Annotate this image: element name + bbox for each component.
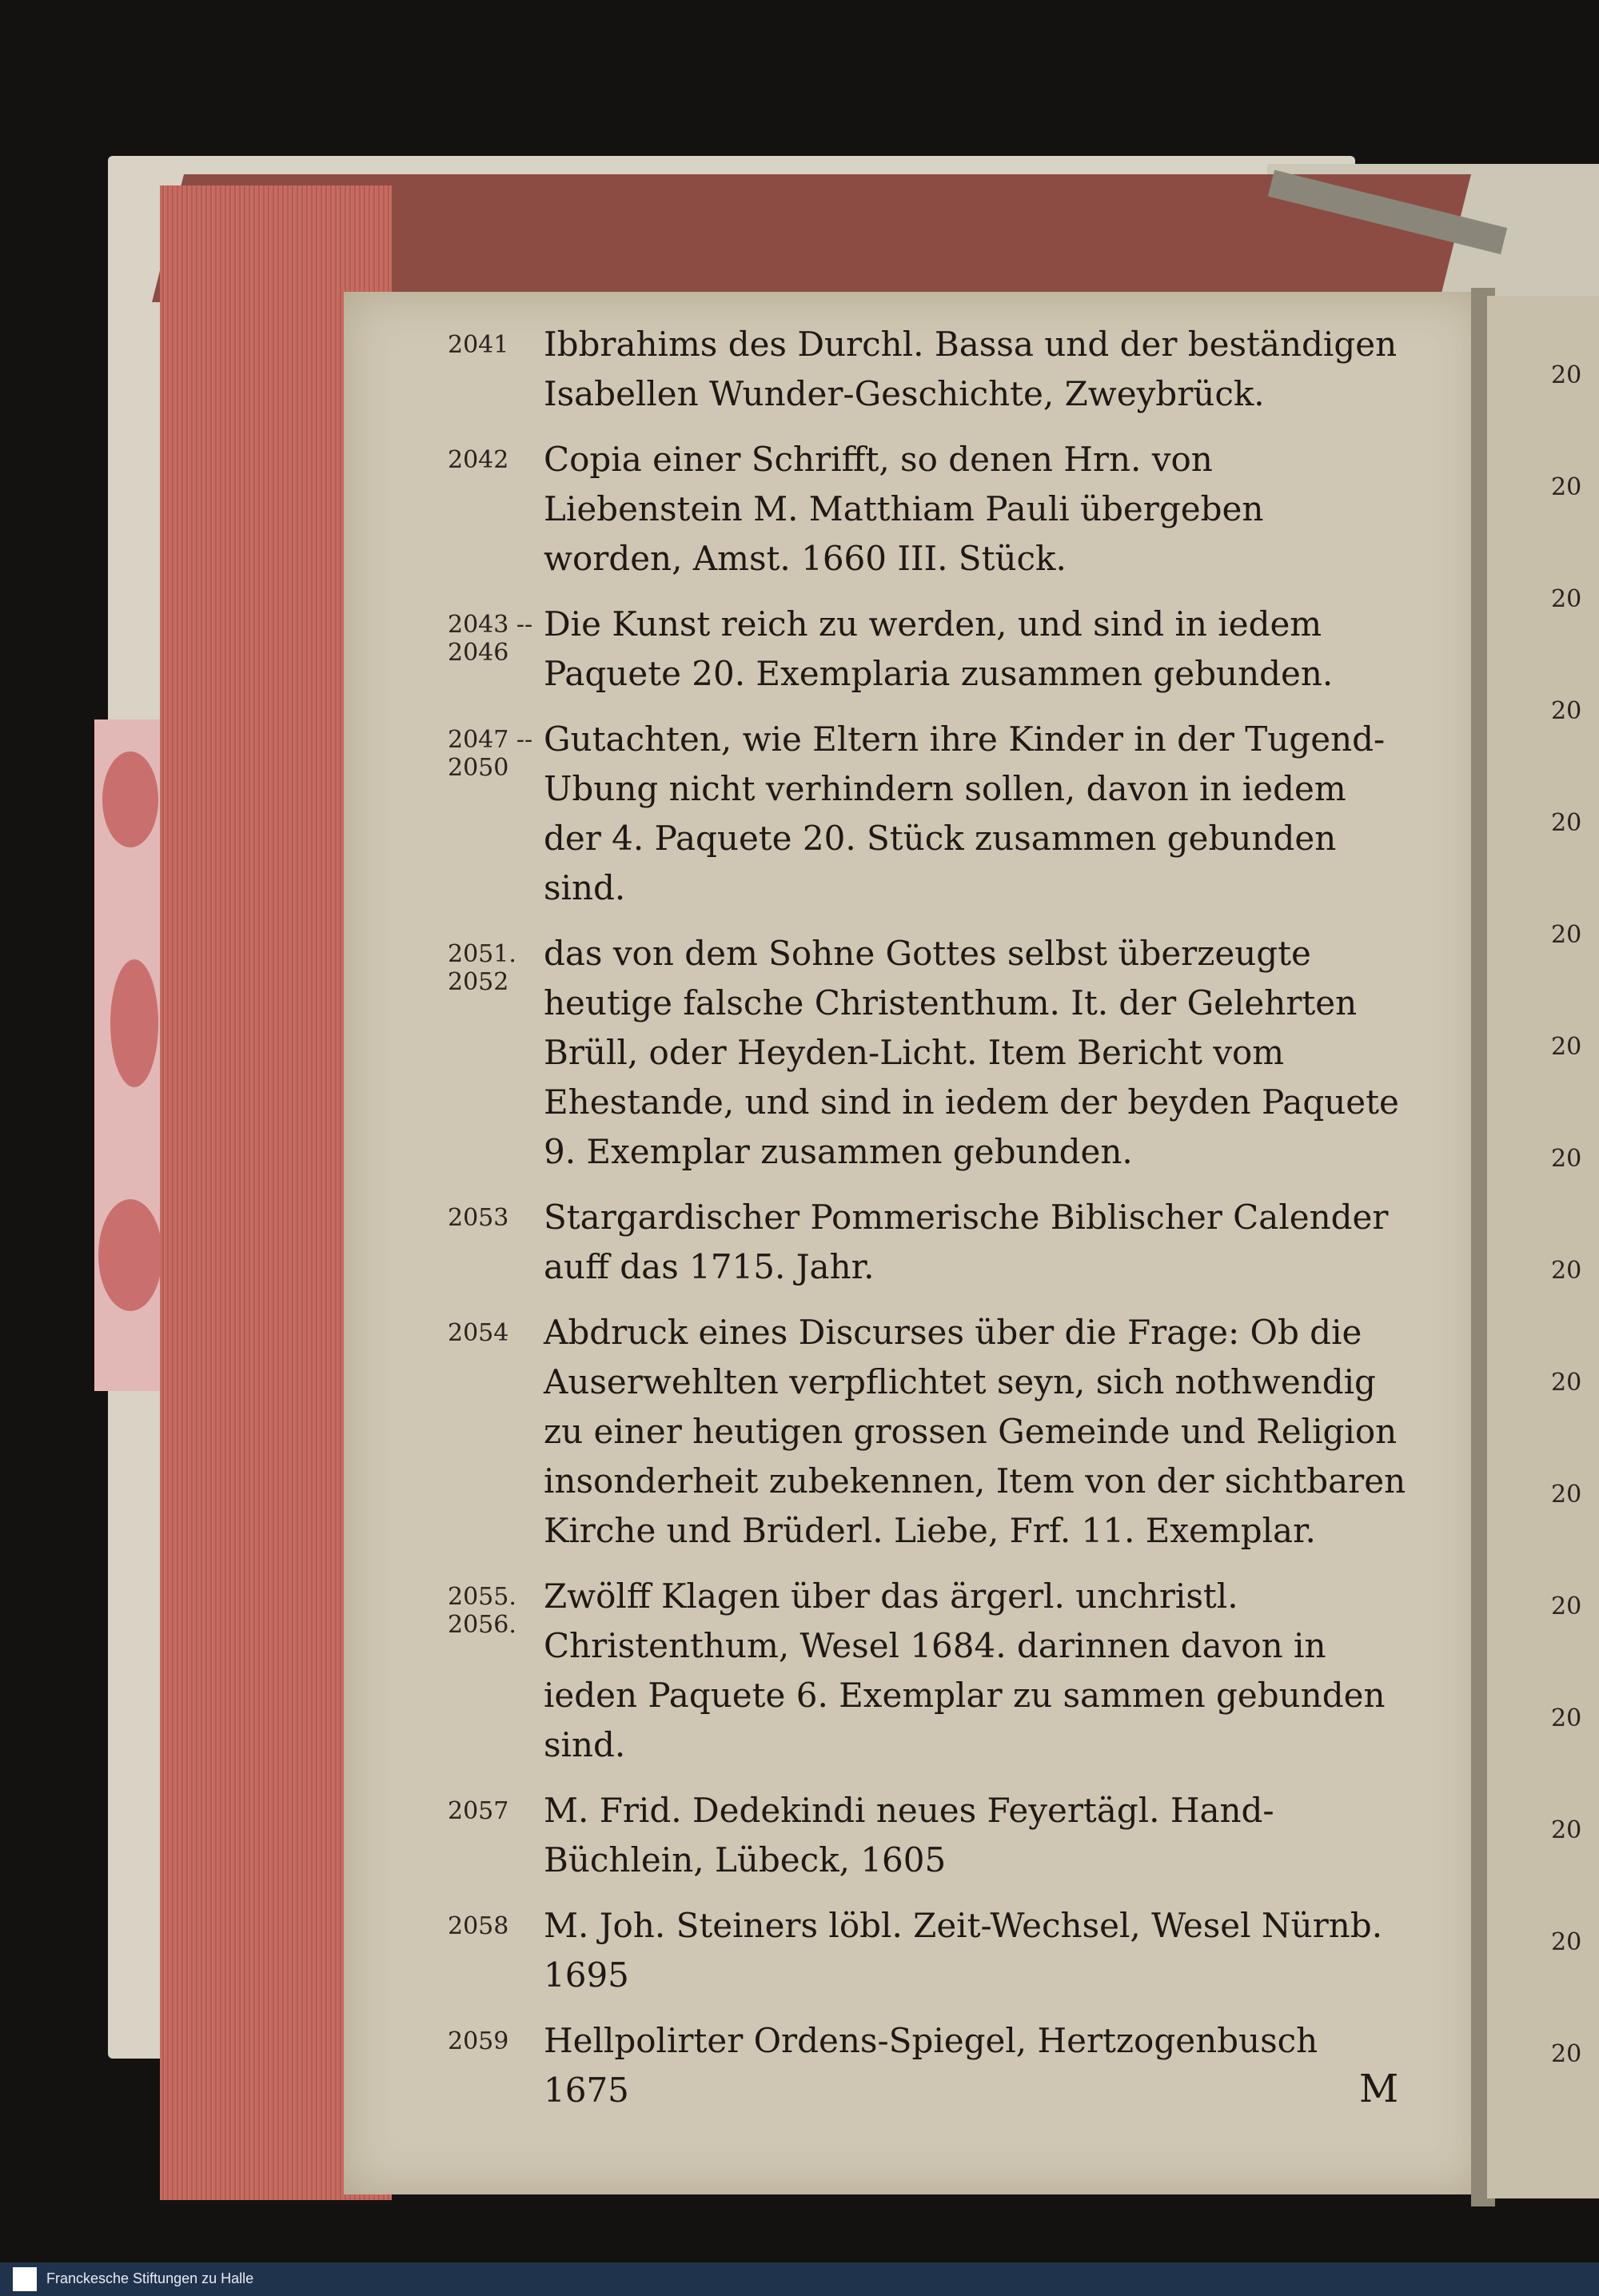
entry-text: M. Frid. Dedekindi neues Feyertägl. Hand-Büchlein, Lübeck, 1605	[544, 1791, 1274, 1879]
catalogue-entries	[448, 320, 1407, 2131]
entry-number: 2054	[448, 1319, 509, 1347]
catalogue-entry	[448, 715, 1407, 913]
entry-text: Copia einer Schrifft, so denen Hrn. von Liebenstein M. Matthiam Pauli übergeben worden, Amst. 1660 III. Stück.	[544, 440, 1264, 578]
facing-page-number-fragment: 20	[1551, 361, 1582, 389]
footer-bar	[0, 2262, 1599, 2296]
entry-number: 2043 -- 2046	[448, 611, 533, 667]
catalogue-entry	[448, 1193, 1407, 1292]
catalogue-entry	[448, 600, 1407, 699]
catalogue-entry	[448, 1901, 1407, 2000]
footer-credit: Franckesche Stiftungen zu Halle	[46, 2270, 254, 2286]
entry-number: 2042	[448, 446, 509, 474]
entry-text: das von dem Sohne Gottes selbst überzeugte heutige falsche Christenthum. It. der Gelehrten Brüll, oder Heyden-Licht. Item Bericht vom Ehestande, und sind in iedem der beyden Paquete 9. Exemplar zusammen gebunden.	[544, 934, 1399, 1171]
facing-page-number-fragment: 20	[1551, 697, 1582, 725]
facing-page-number-fragment: 20	[1551, 1481, 1582, 1509]
facing-page-number-fragment: 20	[1551, 1816, 1582, 1844]
facing-page-number-fragment: 20	[1551, 473, 1582, 501]
catalogue-entry	[448, 320, 1407, 419]
facing-page-number-fragment: 20	[1551, 809, 1582, 837]
entry-text: Ibbrahims des Durchl. Bassa und der beständigen Isabellen Wunder-Geschichte, Zweybrück.	[544, 325, 1398, 413]
facing-page-number-fragment: 20	[1551, 1592, 1582, 1620]
entry-number: 2041	[448, 331, 509, 359]
catalogue-entry	[448, 1572, 1407, 1770]
entry-text: Gutachten, wie Eltern ihre Kinder in der Tugend-Ubung nicht verhindern sollen, davon in iedem der 4. Paquete 20. Stück zusammen gebunden sind.	[544, 719, 1386, 907]
facing-page-number-fragment: 20	[1551, 1145, 1582, 1173]
entry-number: 2051. 2052	[448, 940, 516, 996]
entry-number: 2059	[448, 2027, 509, 2055]
catalogue-entry	[448, 435, 1407, 584]
entry-number: 2055. 2056.	[448, 1583, 516, 1639]
facing-page-edge	[1487, 296, 1599, 2198]
entry-text: Stargardischer Pommerische Biblischer Calender auff das 1715. Jahr.	[544, 1198, 1389, 1286]
facing-page-number-fragment: 20	[1551, 921, 1582, 949]
entry-number: 2047 -- 2050	[448, 726, 533, 782]
entry-text: M. Joh. Steiners löbl. Zeit-Wechsel, Wesel Nürnb. 1695	[544, 1906, 1383, 1995]
facing-page-number-fragment: 20	[1551, 1369, 1582, 1397]
entry-text: Hellpolirter Ordens-Spiegel, Hertzogenbusch 1675	[544, 2021, 1318, 2110]
entry-number: 2057	[448, 1797, 509, 1825]
institution-logo-icon	[13, 2267, 37, 2291]
entry-number: 2053	[448, 1204, 509, 1232]
facing-page-number-fragment: 20	[1551, 585, 1582, 613]
entry-text: Die Kunst reich zu werden, und sind in iedem Paquete 20. Exemplaria zusammen gebunden.	[544, 604, 1334, 693]
signature-mark: M	[1359, 2067, 1399, 2111]
catalogue-entry	[448, 929, 1407, 1177]
facing-page-number-fragment: 20	[1551, 1257, 1582, 1285]
facing-page-number-fragment: 20	[1551, 2040, 1582, 2068]
facing-page-number-fragment: 20	[1551, 1704, 1582, 1732]
entry-text: Zwölff Klagen über das ärgerl. unchristl. Christenthum, Wesel 1684. darinnen davon in ieden Paquete 6. Exemplar zu sammen gebunden sind.	[544, 1577, 1386, 1764]
entry-number: 2058	[448, 1912, 509, 1940]
catalogue-entry	[448, 1308, 1407, 1556]
pink-endpaper	[94, 719, 170, 1391]
catalogue-entry	[448, 2016, 1407, 2115]
facing-page-number-fragment: 20	[1551, 1033, 1582, 1061]
entry-text: Abdruck eines Discurses über die Frage: Ob die Auserwehlten verpflichtet seyn, sich nothwendig zu einer heutigen grossen Gemeinde und Religion insonderheit zubekennen, Item von der sichtbaren Kirche und Brüderl. Liebe, Frf. 11. Exemplar.	[544, 1313, 1406, 1550]
catalogue-entry	[448, 1786, 1407, 1885]
facing-page-margin	[1551, 320, 1581, 2111]
facing-page-number-fragment: 20	[1551, 1928, 1582, 1956]
